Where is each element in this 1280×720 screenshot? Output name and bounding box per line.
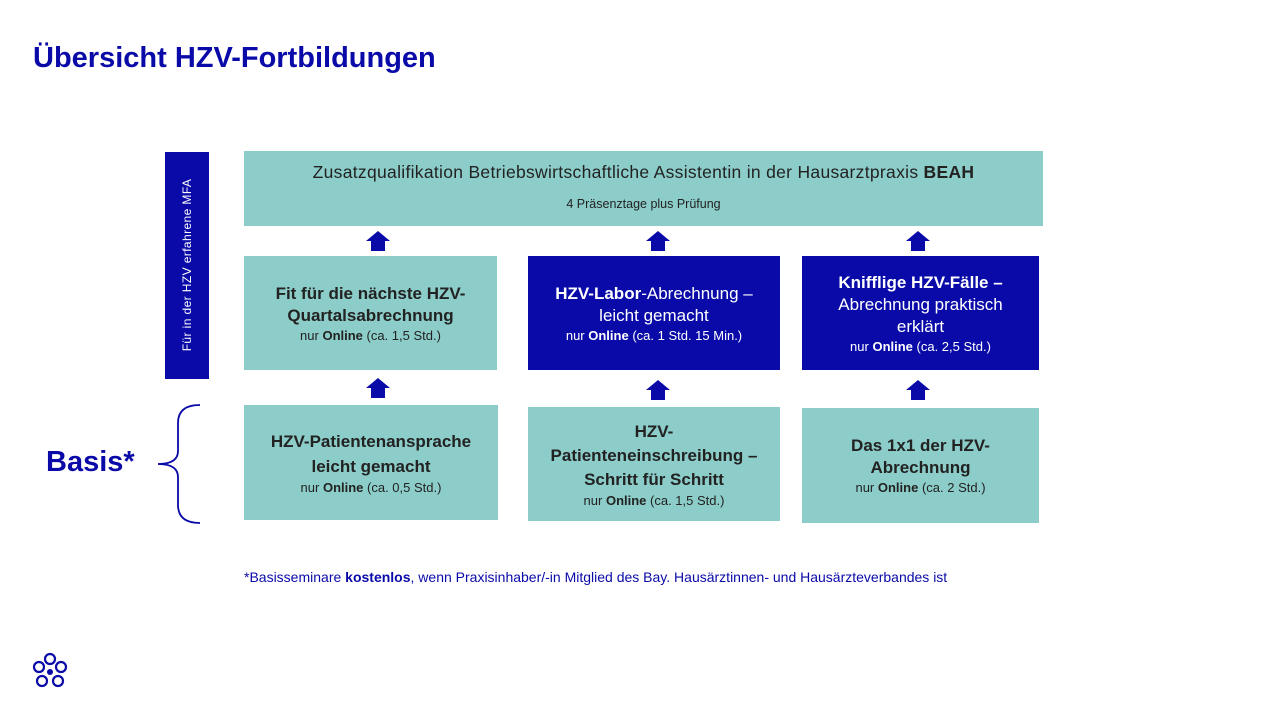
experienced-mfa-label: Für in der HZV erfahrene MFA — [180, 178, 194, 352]
abrechnung-1x1-title: Das 1x1 der HZV- Abrechnung — [851, 436, 990, 477]
basis-label: Basis* — [46, 446, 135, 478]
curly-brace-icon — [150, 403, 204, 525]
beah-box[interactable] — [244, 151, 1043, 226]
beah-subtitle: 4 Präsenztage plus Prüfung — [566, 197, 721, 211]
experienced-mfa-bar — [165, 152, 209, 379]
beah-title: Zusatzqualifikation Betriebswirtschaftliche Assistentin in der Hausarztpraxis BEAH — [312, 162, 975, 182]
up-arrow-icon — [366, 231, 390, 251]
knifflige-faelle-duration: nur Online (ca. 2,5 Std.) — [850, 338, 991, 354]
patienteneinschreibung-box[interactable] — [528, 407, 780, 521]
quartalsabrechnung-duration: nur Online (ca. 1,5 Std.) — [300, 327, 441, 343]
quartalsabrechnung-box[interactable] — [244, 256, 497, 370]
up-arrow-icon — [906, 380, 930, 400]
abrechnung-1x1-box[interactable] — [802, 408, 1039, 523]
patienteneinschreibung-duration: nur Online (ca. 1,5 Std.) — [583, 492, 725, 508]
footnote: *Basisseminare kostenlos, wenn Praxisinhaber/-in Mitglied des Bay. Hausärztinnen- und Hausärzteverbandes ist — [244, 569, 948, 585]
up-arrow-icon — [646, 231, 670, 251]
association-logo-icon — [31, 652, 69, 690]
patientenansprache-duration: nur Online (ca. 0,5 Std.) — [300, 480, 442, 495]
quartalsabrechnung-title: Fit für die nächste HZV- Quartalsabrechnung — [275, 283, 466, 325]
page-title: Übersicht HZV-Fortbildungen — [33, 42, 436, 74]
patientenansprache-box[interactable] — [244, 405, 498, 520]
patientenansprache-title: HZV-Patientenansprache leicht gemacht — [270, 432, 472, 476]
up-arrow-icon — [906, 231, 930, 251]
knifflige-faelle-title: Knifflige HZV-Fälle – Abrechnung praktisch erklärt — [838, 272, 1003, 336]
patienteneinschreibung-title: HZV- Patienteneinschreibung – Schritt für Schritt — [550, 421, 758, 489]
labor-abrechnung-box[interactable] — [528, 256, 780, 370]
up-arrow-icon — [366, 378, 390, 398]
labor-abrechnung-duration: nur Online (ca. 1 Std. 15 Min.) — [565, 327, 743, 343]
knifflige-faelle-box[interactable] — [802, 256, 1039, 370]
up-arrow-icon — [646, 380, 670, 400]
labor-abrechnung-title: HZV-Labor-Abrechnung – leicht gemacht — [555, 283, 753, 325]
abrechnung-1x1-duration: nur Online (ca. 2 Std.) — [855, 480, 986, 495]
